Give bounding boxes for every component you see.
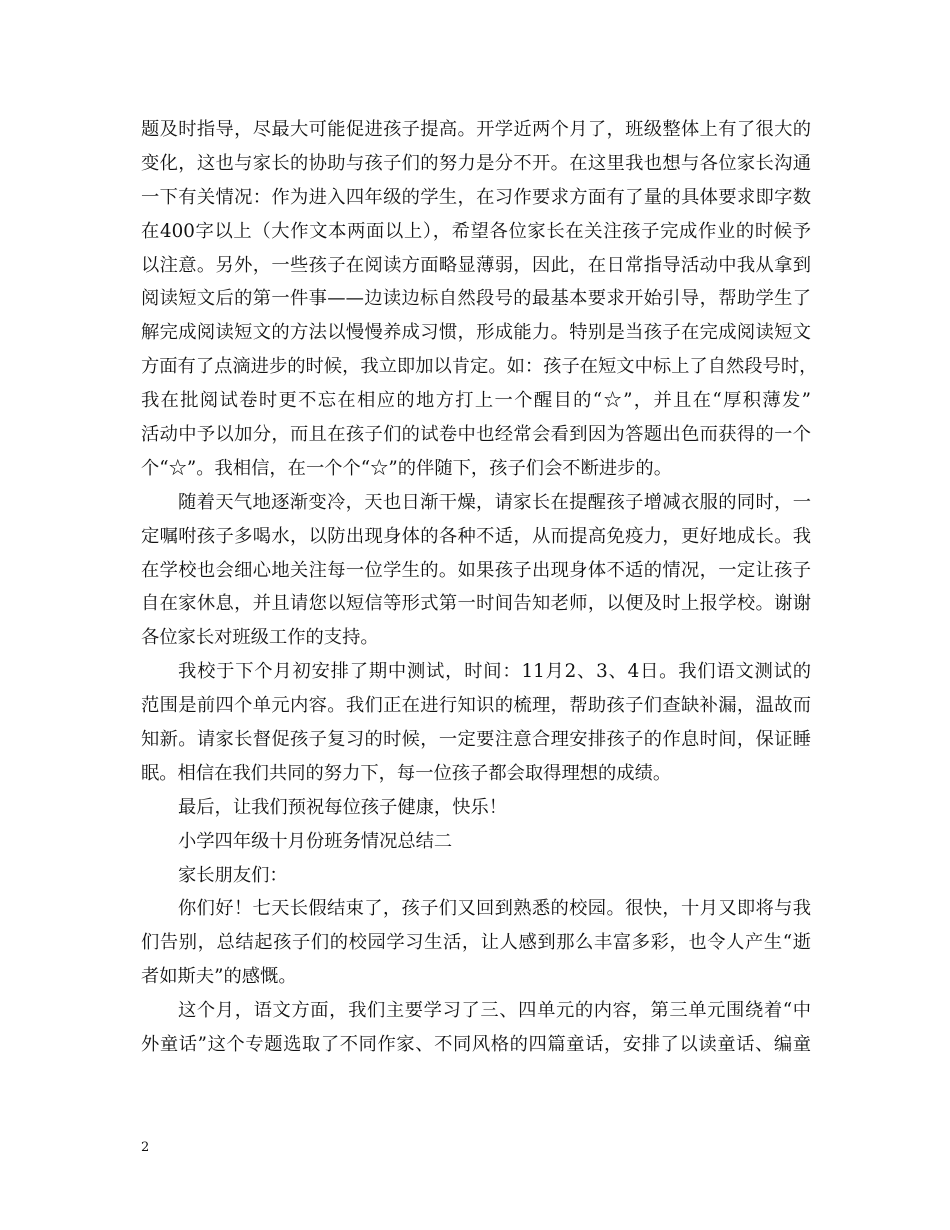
text-line: 自在家休息，并且请您以短信等形式第一时间告知老师，以便及时上报学校。谢谢 — [141, 593, 811, 615]
paragraph — [141, 892, 811, 994]
paragraph — [141, 655, 811, 791]
text-line: 定嘱咐孩子多喝水，以防出现身体的各种不适，从而提高免疫力，更好地成长。我 — [141, 525, 811, 547]
text-line: 解完成阅读短文的方法以慢慢养成习惯，形成能力。特别是当孩子在完成阅读短文 — [141, 322, 811, 344]
text-line: 家长朋友们： — [178, 864, 288, 886]
paragraph — [141, 113, 818, 486]
text-line: 各位家长对班级工作的支持。 — [141, 627, 379, 649]
paragraph — [141, 791, 811, 825]
text-line: 最后，让我们预祝每位孩子健康，快乐！ — [178, 796, 508, 818]
paragraph — [141, 825, 811, 859]
text-line: 我在批阅试卷时更不忘在相应的地方打上一个醒目的“☆”，并且在“厚积薄发” — [141, 390, 811, 412]
text-line: 眠。相信在我们共同的努力下，每一位孩子都会取得理想的成绩。 — [141, 762, 672, 784]
text-line: 们告别，总结起孩子们的校园学习生活，让人感到那么丰富多彩，也令人产生“逝 — [141, 932, 811, 954]
text-line: 这个月，语文方面，我们主要学习了三、四单元的内容，第三单元围绕着“中 — [178, 1000, 811, 1022]
text-line: 者如斯夫”的感慨。 — [141, 966, 297, 988]
text-line: 你们好！七天长假结束了，孩子们又回到熟悉的校园。很快，十月又即将与我 — [178, 898, 811, 920]
text-line: 随着天气地逐渐变冷，天也日渐干燥，请家长在提醒孩子增减衣服的同时，一 — [178, 491, 811, 513]
paragraph — [141, 486, 811, 655]
text-line: 在400字以上（大作文本两面以上），希望各位家长在关注孩子完成作业的时候予 — [141, 220, 811, 242]
text-line: 范围是前四个单元内容。我们正在进行知识的梳理，帮助孩子们查缺补漏，温故而 — [141, 695, 811, 717]
paragraph — [141, 994, 811, 1062]
paragraph — [141, 859, 811, 893]
document-body — [141, 113, 818, 1062]
text-line: 方面有了点滴进步的时候，我立即加以肯定。如：孩子在短文中标上了自然段号时， — [141, 356, 818, 378]
text-line: 变化，这也与家长的协助与孩子们的努力是分不开。在这里我也想与各位家长沟通 — [141, 152, 811, 174]
page-number: 2 — [141, 1140, 150, 1155]
text-line: 我校于下个月初安排了期中测试，时间：11月2、3、4日。我们语文测试的 — [178, 661, 811, 683]
text-line: 以注意。另外，一些孩子在阅读方面略显薄弱，因此，在日常指导活动中我从拿到 — [141, 254, 811, 276]
text-line: 在学校也会细心地关注每一位学生的。如果孩子出现身体不适的情况，一定让孩子 — [141, 559, 811, 581]
text-line: 个“☆”。我相信，在一个个“☆”的伴随下，孩子们会不断进步的。 — [141, 457, 672, 479]
text-line: 知新。请家长督促孩子复习的时候，一定要注意合理安排孩子的作息时间，保证睡 — [141, 729, 811, 751]
text-line: 外童话”这个专题选取了不同作家、不同风格的四篇童话，安排了以读童话、编童 — [141, 1034, 811, 1056]
text-line: 小学四年级十月份班务情况总结二 — [178, 830, 453, 852]
text-line: 一下有关情况：作为进入四年级的学生，在习作要求方面有了量的具体要求即字数 — [141, 186, 811, 208]
text-line: 活动中予以加分，而且在孩子们的试卷中也经常会看到因为答题出色而获得的一个 — [141, 424, 811, 446]
text-line: 题及时指导，尽最大可能促进孩子提高。开学近两个月了，班级整体上有了很大的 — [141, 119, 811, 140]
text-line: 阅读短文后的第一件事——边读边标自然段号的最基本要求开始引导，帮助学生了 — [141, 288, 811, 310]
